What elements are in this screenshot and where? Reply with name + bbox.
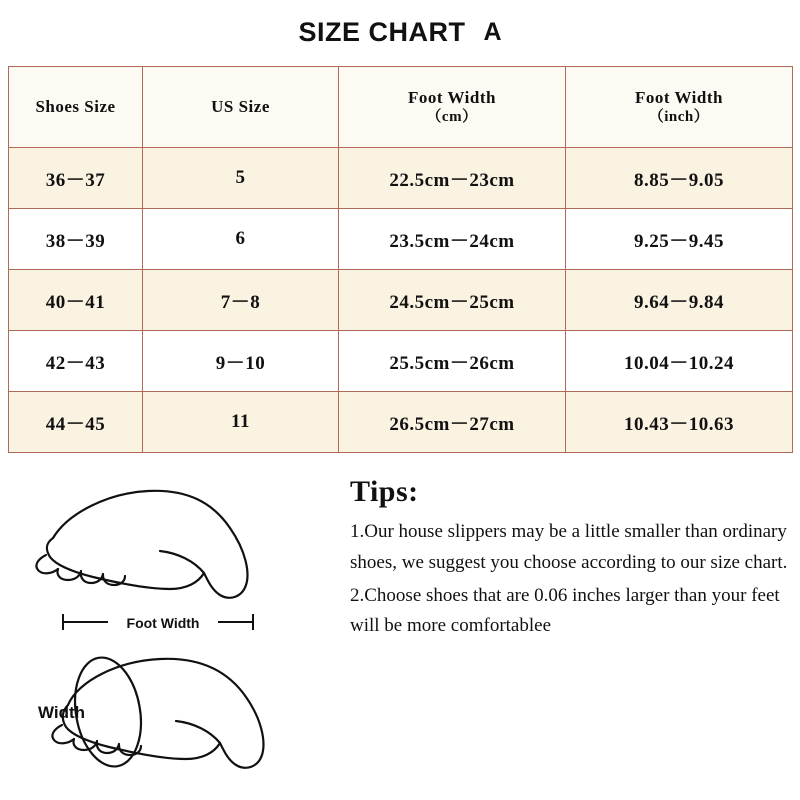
column-header-foot-width-cm <box>339 67 566 148</box>
cell-foot-width-cm: 24.5cm－25cm <box>339 270 566 331</box>
column-header-label: US Size <box>211 97 270 117</box>
tips-section <box>338 475 790 780</box>
cell-foot-width-cm: 22.5cm－23cm <box>339 148 566 209</box>
cell-foot-width-inch: 10.04－10.24 <box>566 331 793 392</box>
table-row <box>9 209 793 270</box>
cell-foot-width-inch: 9.64－9.84 <box>566 270 793 331</box>
cell-foot-width-inch: 8.85－9.05 <box>566 148 793 209</box>
tips-title: Tips: <box>350 475 419 508</box>
cell-shoes-size: 36－37 <box>9 148 143 209</box>
column-header-shoes-size <box>9 67 143 148</box>
cell-foot-width-inch: 10.43－10.63 <box>566 392 793 453</box>
cell-foot-width-inch: 9.25－9.45 <box>566 209 793 270</box>
tips-item-2: 2.Choose shoes that are 0.06 inches larger than your feet will be more comfortablee <box>350 584 780 637</box>
bottom-section <box>0 475 800 780</box>
cell-shoes-size: 38－39 <box>9 209 143 270</box>
cell-foot-width-cm: 25.5cm－26cm <box>339 331 566 392</box>
cell-foot-width-cm: 26.5cm－27cm <box>339 392 566 453</box>
cell-us-size: 9－10 <box>143 331 339 392</box>
foot-diagrams <box>8 475 338 780</box>
table-row <box>9 270 793 331</box>
column-header-sub: （cm） <box>426 109 478 126</box>
foot-illustration <box>8 475 328 775</box>
table-row <box>9 148 793 209</box>
page-title <box>0 0 800 54</box>
cell-foot-width-cm: 23.5cm－24cm <box>339 209 566 270</box>
tips-item-1: 1.Our house slippers may be a little smaller than ordinary shoes, we suggest you choose according to our size chart. <box>350 521 788 573</box>
foot-width-caption: Foot Width <box>126 615 200 631</box>
page-title-text: SIZE CHART <box>298 16 466 47</box>
width-caption: Width <box>38 703 86 722</box>
cell-us-size: 5 <box>143 148 339 209</box>
cell-shoes-size: 42－43 <box>9 331 143 392</box>
page-title-suffix: A <box>483 17 502 46</box>
table-header-row <box>9 67 793 148</box>
size-table <box>8 66 793 453</box>
cell-shoes-size: 44－45 <box>9 392 143 453</box>
column-header-sub: （inch） <box>648 109 710 126</box>
cell-shoes-size: 40－41 <box>9 270 143 331</box>
column-header-label: Foot Width <box>635 88 723 107</box>
column-header-label: Foot Width <box>408 88 496 107</box>
column-header-us-size <box>143 67 339 148</box>
cell-us-size: 11 <box>143 392 339 453</box>
column-header-label: Shoes Size <box>35 97 116 117</box>
foot-diagram-top <box>8 475 338 780</box>
table-row <box>9 331 793 392</box>
cell-us-size: 6 <box>143 209 339 270</box>
table-row <box>9 392 793 453</box>
cell-us-size: 7－8 <box>143 270 339 331</box>
column-header-foot-width-inch <box>566 67 793 148</box>
size-table-container <box>8 66 792 453</box>
